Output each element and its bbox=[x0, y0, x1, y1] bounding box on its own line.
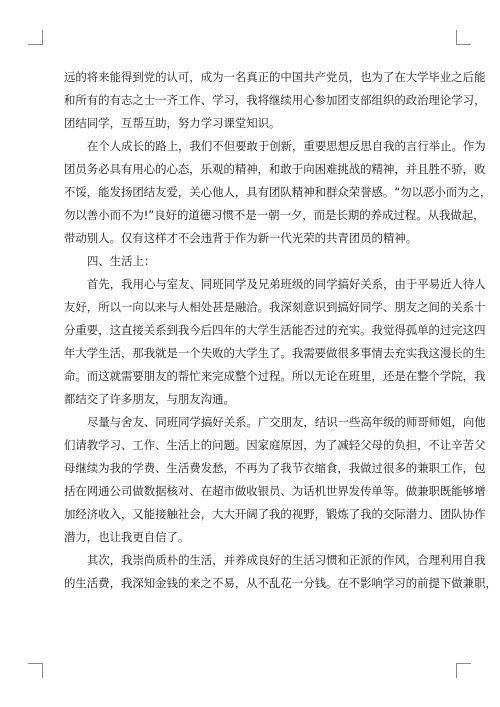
text-line: 尽量与舍友、同班同学搞好关系。广交朋友，结识一些高年级的师哥师姐，向他 bbox=[87, 415, 486, 429]
text-line: 勿以善小而不为!”良好的道德习惯不是一朝一夕，而是长期的养成过程。从我做起， bbox=[64, 208, 485, 222]
text-line: 团结同学，互帮互助，努力学习课堂知识。 bbox=[64, 116, 281, 130]
text-line: 潜力，也让我更自信了。 bbox=[64, 530, 190, 544]
text-line: 括在网通公司做数据核对、在超市做收银员、为话机世界发传单等。做兼职既能够增 bbox=[64, 484, 486, 498]
crop-mark-bottom-right bbox=[456, 663, 471, 678]
text-line: 加经济收入，又能接触社会，大大开阔了我的视野，锻炼了我的交际潜力、团队协作 bbox=[64, 507, 486, 521]
text-line: 其次，我崇尚质朴的生活，并养成良好的生活习惯和正派的作风，合理利用自我 bbox=[87, 553, 486, 567]
text-line: 友好，所以一向以来与人相处甚是融洽。我深刻意识到搞好同学、朋友之间的关系十 bbox=[64, 300, 486, 314]
text-line: 远的将来能得到党的认可，成为一名真正的中国共产党员，也为了在大学毕业之后能 bbox=[64, 70, 486, 84]
text-line: 带动别人。仅有这样才不会违背于作为新一代光荣的共青团员的精神。 bbox=[64, 231, 418, 245]
text-line: 母继续为我的学费、生活费发愁，不再为了我节衣缩食，我做过很多的兼职工作，包 bbox=[64, 461, 486, 475]
text-line: 不馁，能发扬团结友爱，关心他人，具有团队精神和群众荣誉感。“勿以恶小而为之， bbox=[64, 185, 492, 199]
crop-mark-top-right bbox=[456, 30, 471, 45]
text-line: 和所有的有志之士一齐工作、学习，我将继续用心参加团支部组织的政治理论学习， bbox=[64, 93, 486, 107]
text-line: 年大学生活，那我就是一个失败的大学生了。我需要做很多事情去充实我这漫长的生 bbox=[64, 346, 486, 360]
text-line: 命。而这就需要朋友的帮忙来完成整个过程。所以无论在班里，还是在整个学院，我 bbox=[64, 369, 486, 383]
text-line: 在个人成长的路上，我们不但要敢于创新，重要思想反思自我的言行举止。作为 bbox=[87, 139, 486, 153]
crop-mark-top-left bbox=[28, 30, 43, 45]
text-line: 们请教学习、工作、生活上的问题。因家庭原因，为了减轻父母的负担，不让辛苦父 bbox=[64, 438, 486, 452]
text-line: 四、生活上： bbox=[87, 254, 156, 268]
text-line: 首先，我用心与室友、同班同学及兄弟班级的同学搞好关系，由于平易近人待人 bbox=[87, 277, 486, 291]
document-body bbox=[64, 66, 497, 595]
crop-mark-bottom-left bbox=[28, 663, 43, 678]
text-line: 分重要，这直接关系到我今后四年的大学生活能否过的充实。我觉得孤单的过完这四 bbox=[64, 323, 486, 337]
text-line: 的生活费，我深知金钱的来之不易，从不乱花一分钱。在不影响学习的前提下做兼职， bbox=[64, 576, 497, 590]
text-line: 都结交了许多朋友，与朋友沟通。 bbox=[64, 392, 235, 406]
text-line: 团员务必具有用心的心态，乐观的精神，和敢于向困难挑战的精神，并且胜不骄，败 bbox=[64, 162, 486, 176]
